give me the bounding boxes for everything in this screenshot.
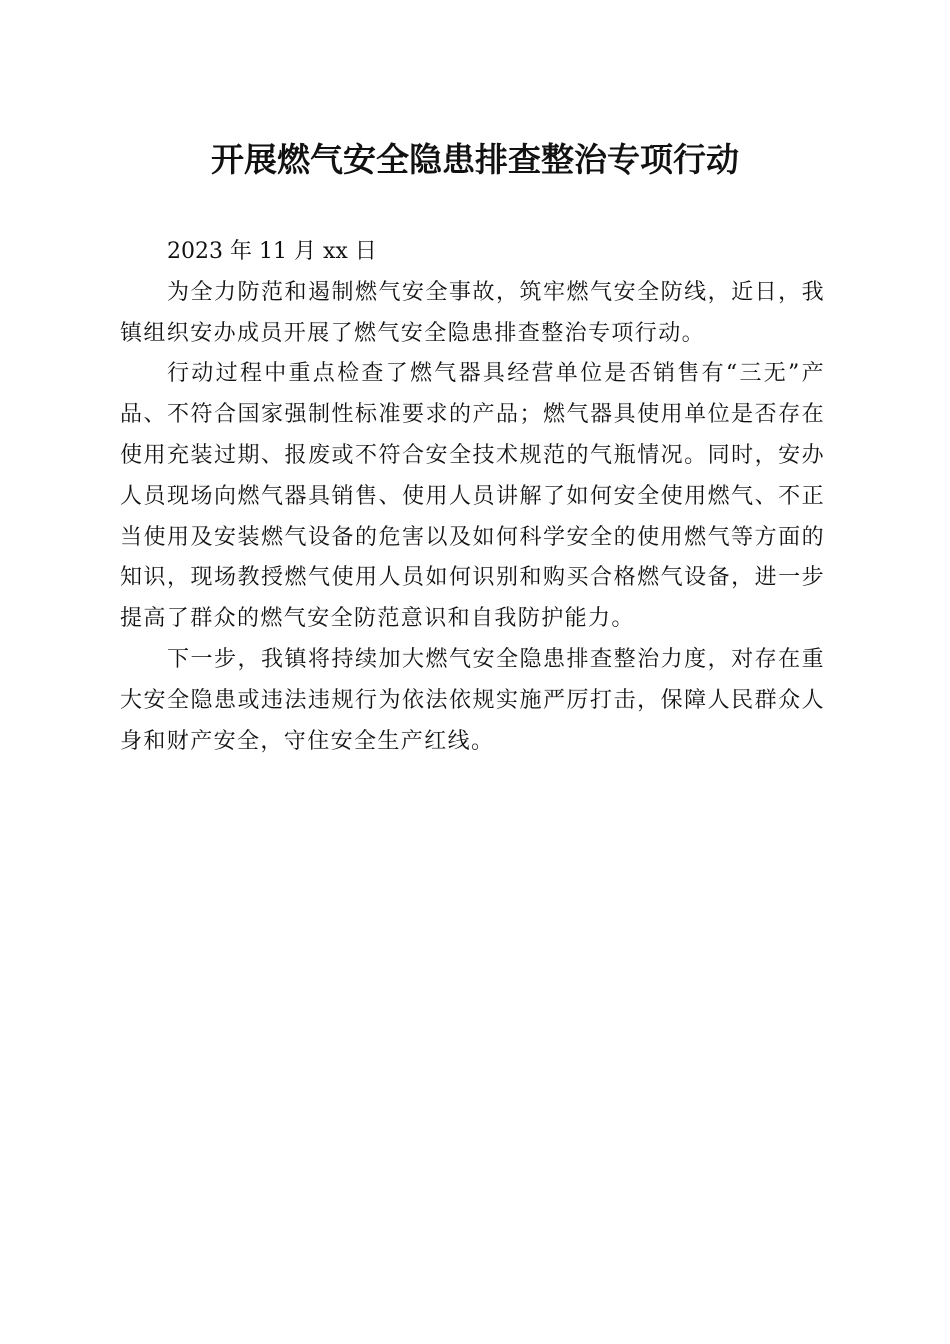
document-body (120, 232, 825, 762)
paragraph-inspection: 行动过程中重点检查了燃气器具经营单位是否销售有“三无”产品、不符合国家强制性标准要求的产品；燃气器具使用单位是否存在使用充装过期、报废或不符合安全技术规范的气瓶情况。同时，安办人员现场向燃气器具销售、使用人员讲解了如何安全使用燃气、不正当使用及安装燃气设备的危害以及如何科学安全的使用燃气等方面的知识，现场教授燃气使用人员如何识别和购买合格燃气设备，进一步提高了群众的燃气安全防范意识和自我防护能力。 (120, 361, 825, 632)
paragraph-intro: 为全力防范和遏制燃气安全事故，筑牢燃气安全防线，近日，我镇组织安办成员开展了燃气安全隐患排查整治专项行动。 (120, 279, 825, 346)
document-date: 2023 年 11 月 xx 日 (167, 239, 377, 264)
paragraph-next-steps: 下一步，我镇将持续加大燃气安全隐患排查整治力度，对存在重大安全隐患或违法违规行为依法依规实施严厉打击，保障人民群众人身和财产安全，守住安全生产红线。 (120, 646, 825, 754)
page-title: 开展燃气安全隐患排查整治专项行动 (211, 140, 739, 179)
